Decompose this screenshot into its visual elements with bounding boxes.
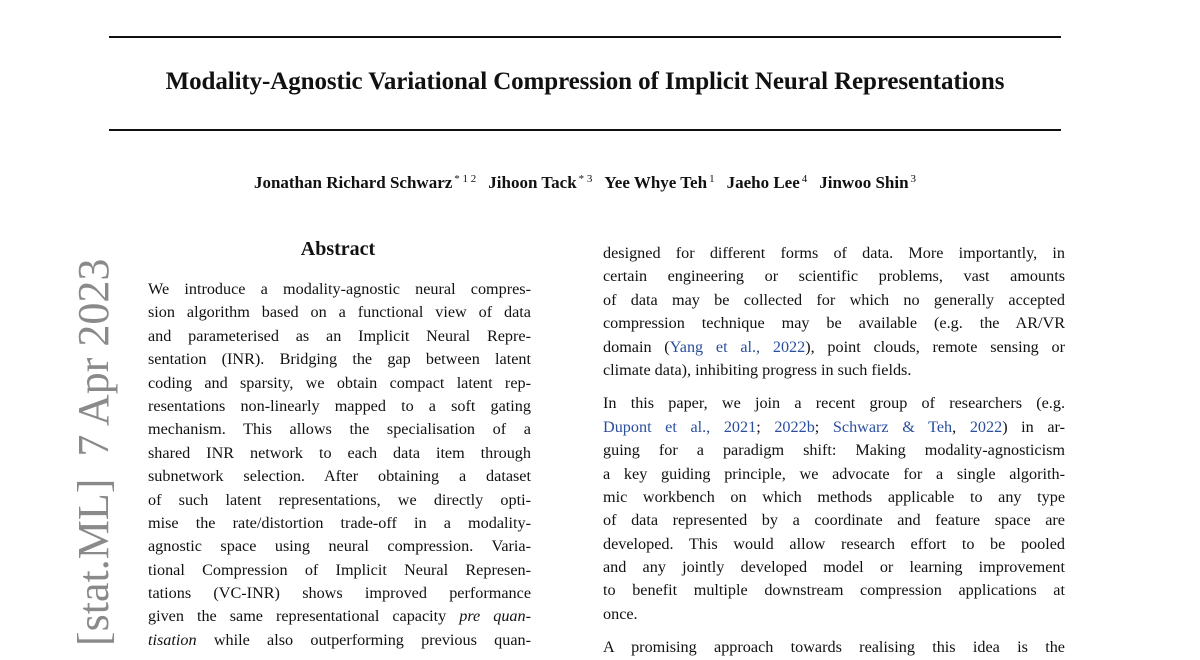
citation-link[interactable]: Dupont et al., 2021 <box>603 417 757 436</box>
body-line: In this paper, we join a recent group of researchers (e.g. <box>603 394 1065 413</box>
abstract-line: mise the rate/distortion trade-off in a modality- <box>148 513 531 532</box>
body-line: and any jointly developed model or learning improvement <box>603 558 1065 577</box>
author-name-text: Jonathan Richard Schwarz <box>253 173 453 192</box>
abstract-line: coding and sparsity, we obtain compact latent rep- <box>148 373 531 392</box>
body-line: compression technique may be available (e.g. the AR/VR <box>603 314 1065 333</box>
author-affiliation: 3 <box>910 173 917 185</box>
abstract-line: subnetwork selection. After obtaining a dataset <box>148 467 531 486</box>
citation-link[interactable]: 2022 <box>969 417 1003 436</box>
body-line: certain engineering or scientific problems, vast amounts <box>603 267 1065 286</box>
author-name <box>488 173 592 192</box>
abstract-line: agnostic space using neural compression. Varia- <box>148 537 531 556</box>
body-line: mic workbench on which methods applicable to any type <box>603 487 1065 506</box>
body-line: to benefit multiple downstream compression applications at <box>603 581 1065 600</box>
body-line: domain (Yang et al., 2022), point clouds, remote sensing or <box>603 337 1065 356</box>
abstract-line: tisation while also outperforming previous quan- <box>148 630 532 649</box>
author-affiliation: 4 <box>801 173 808 185</box>
paper-title: Modality-Agnostic Variational Compression of Implicit Neural Representations <box>165 68 1005 95</box>
body-line: guing for a paradigm shift: Making modality-agnosticism <box>603 441 1065 460</box>
abstract-line: given the same representational capacity pre quan- <box>148 607 532 626</box>
body-line: Dupont et al., 2021; 2022b; Schwarz & Teh, 2022) in ar- <box>603 417 1066 436</box>
abstract-line: mechanism. This allows the specialisation of a <box>148 420 531 439</box>
author-name-text: Jinwoo Shin <box>819 173 909 192</box>
author-name-text: Jaeho Lee <box>726 173 800 192</box>
author-name-text: Jihoon Tack <box>488 173 577 192</box>
abstract-line: resentations non-linearly mapped to a soft gating <box>148 396 531 415</box>
body-line: of data represented by a coordinate and feature space are <box>603 511 1065 530</box>
author-affiliation: 1 <box>709 173 715 185</box>
body-line: once. <box>603 604 638 623</box>
author-affiliation: * 1 2 <box>454 173 477 185</box>
body-line: developed. This would allow research effort to be pooled <box>603 534 1065 553</box>
citation-link[interactable]: Schwarz & Teh <box>832 417 953 436</box>
body-line: designed for different forms of data. More importantly, in <box>603 244 1065 262</box>
abstract-line: sion algorithm based on a functional view of data <box>148 303 531 322</box>
citation-link[interactable]: 2022b <box>774 417 815 436</box>
title-rule-bottom <box>109 129 1061 131</box>
body-line: climate data), inhibiting progress in such fields. <box>603 360 912 379</box>
author-affiliation: * 3 <box>578 173 593 185</box>
author-name-text: Yee Whye Teh <box>604 173 708 192</box>
author-name <box>819 173 916 192</box>
abstract-line: sentation (INR). Bridging the gap between latent <box>148 350 531 369</box>
body-text <box>603 242 1065 660</box>
author-name <box>604 173 714 192</box>
body-line: A promising approach towards realising this idea is the <box>603 638 1065 657</box>
abstract-line: of such latent representations, we directly opti- <box>148 490 531 509</box>
body-line: of data may be collected for which no generally accepted <box>603 290 1065 309</box>
abstract-line: and parameterised as an Implicit Neural Repre- <box>148 326 531 345</box>
author-name <box>254 173 476 192</box>
abstract-text <box>148 278 531 652</box>
author-name <box>727 173 808 192</box>
abstract-line: We introduce a modality-agnostic neural compres- <box>148 280 531 298</box>
arxiv-side-stamp: [stat.ML] 7 Apr 2023 <box>69 258 118 646</box>
title-rule-top <box>109 36 1061 38</box>
abstract-heading: Abstract <box>300 238 376 260</box>
author-list <box>0 173 1170 193</box>
abstract-line: shared INR network to each data item through <box>148 443 531 462</box>
abstract-line: tations (VC-INR) shows improved performance <box>148 584 531 603</box>
body-line: a key guiding principle, we advocate for a single algorith- <box>603 464 1065 483</box>
citation-link[interactable]: Yang et al., 2022 <box>669 337 806 356</box>
abstract-line: tional Compression of Implicit Neural Represen- <box>148 560 531 579</box>
